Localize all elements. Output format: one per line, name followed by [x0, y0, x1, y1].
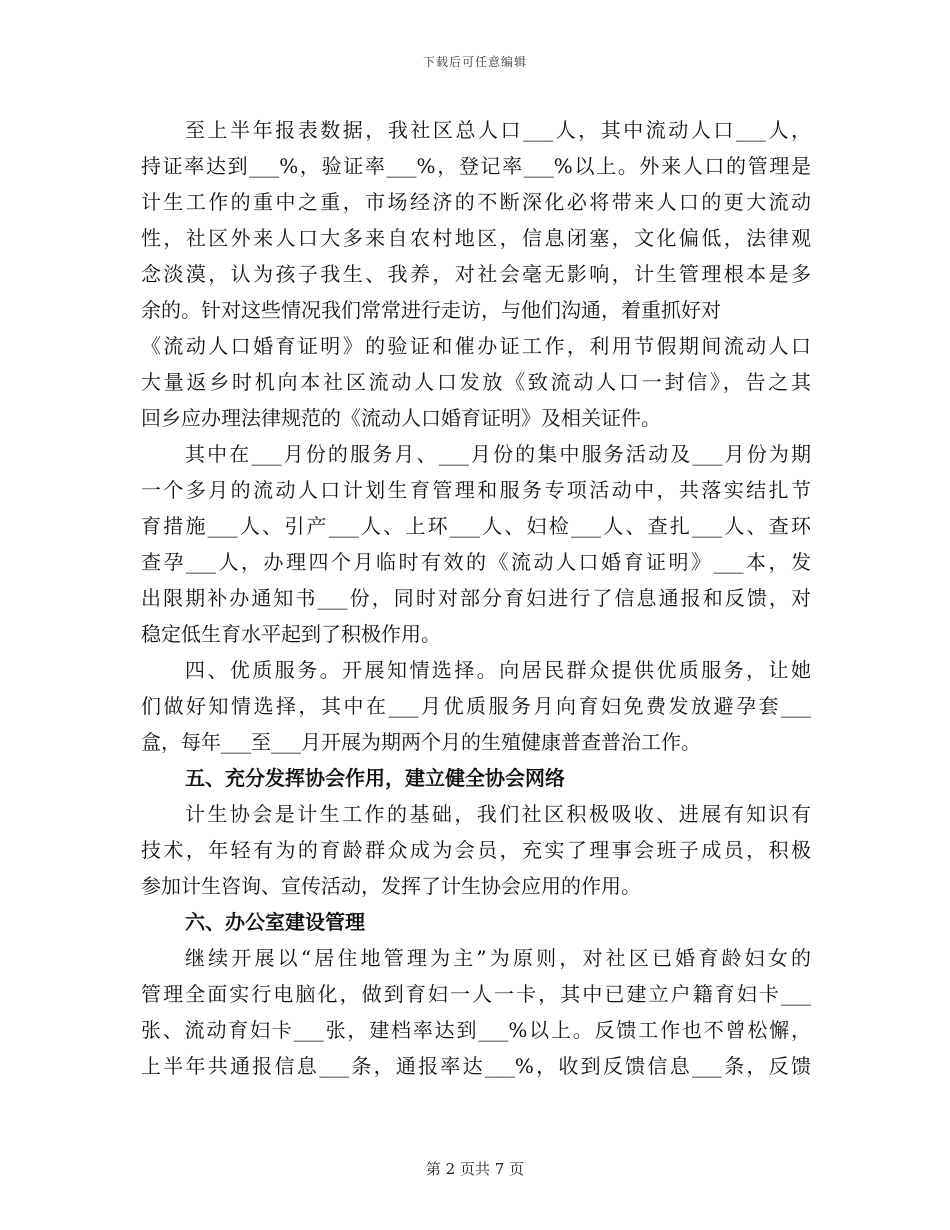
- text-line: 查孕___人，办理四个月临时有效的《流动人口婚育证明》___本，发: [141, 550, 811, 574]
- text-line: 计生工作的重中之重，市场经济的不断深化必将带来人口的更大流动: [141, 190, 811, 214]
- text-line: 至上半年报表数据，我社区总人口___人，其中流动人口___人，: [185, 118, 811, 142]
- text-line: 盒，每年___至___月开展为期两个月的生殖健康普查普治工作。: [141, 730, 701, 754]
- text-line: 育措施___人、引产___人、上环___人、妇检___人、查扎___人、查环: [141, 514, 811, 538]
- paragraph: [141, 652, 811, 760]
- text-line: 余的。针对这些情况我们常常进行走访，与他们沟通，着重抓好对: [141, 298, 721, 322]
- text-line: 其中在___月份的服务月、___月份的集中服务活动及___月份为期: [185, 442, 811, 466]
- text-line: 性，社区外来人口大多来自农村地区，信息闭塞，文化偏低，法律观: [141, 226, 811, 250]
- text-line: 四、优质服务。开展知情选择。向居民群众提供优质服务，让她: [185, 658, 811, 682]
- document-body: [141, 112, 811, 1084]
- paragraph: [141, 796, 811, 904]
- text-line: 管理全面实行电脑化，做到育妇一人一卡，其中已建立户籍育妇卡___: [141, 982, 811, 1006]
- section-heading: 五、充分发挥协会作用，建立健全协会网络: [185, 766, 565, 790]
- paragraph: [141, 940, 811, 1084]
- text-line: 出限期补办通知书___份，同时对部分育妇进行了信息通报和反馈，对: [141, 586, 811, 610]
- text-line: 张、流动育妇卡___张，建档率达到___%以上。反馈工作也不曾松懈，: [141, 1018, 811, 1042]
- text-line: 稳定低生育水平起到了积极作用。: [141, 622, 441, 646]
- text-line: 们做好知情选择，其中在___月优质服务月向育妇免费发放避孕套___: [141, 694, 811, 718]
- text-line: 持证率达到___%，验证率___%，登记率___%以上。外来人口的管理是: [141, 154, 811, 178]
- text-line: 《流动人口婚育证明》的验证和催办证工作，利用节假期间流动人口: [141, 334, 811, 358]
- text-line: 计生协会是计生工作的基础，我们社区积极吸收、进展有知识有: [185, 802, 811, 826]
- text-line: 参加计生咨询、宣传活动，发挥了计生协会应用的作用。: [141, 874, 641, 898]
- text-line: 回乡应办理法律规范的《流动人口婚育证明》及相关证件。: [141, 406, 661, 430]
- text-line: 念淡漠，认为孩子我生、我养，对社会毫无影响，计生管理根本是多: [141, 262, 811, 286]
- text-line: 一个多月的流动人口计划生育管理和服务专项活动中，共落实结扎节: [141, 478, 811, 502]
- text-line: 上半年共通报信息___条，通报率达___%，收到反馈信息___条，反馈: [141, 1054, 811, 1078]
- paragraph: [141, 436, 811, 652]
- text-line: 继续开展以“居住地管理为主”为原则，对社区已婚育龄妇女的: [185, 946, 811, 970]
- paragraph: [141, 112, 811, 436]
- text-line: 技术，年轻有为的育龄群众成为会员，充实了理事会班子成员，积极: [141, 838, 811, 862]
- section-heading: 六、办公室建设管理: [185, 910, 365, 934]
- page-header: 下载后可任意编辑: [422, 55, 527, 69]
- text-line: 大量返乡时机向本社区流动人口发放《致流动人口一封信》，告之其: [141, 370, 811, 394]
- page-number: 第 2 页共 7 页: [425, 1160, 525, 1178]
